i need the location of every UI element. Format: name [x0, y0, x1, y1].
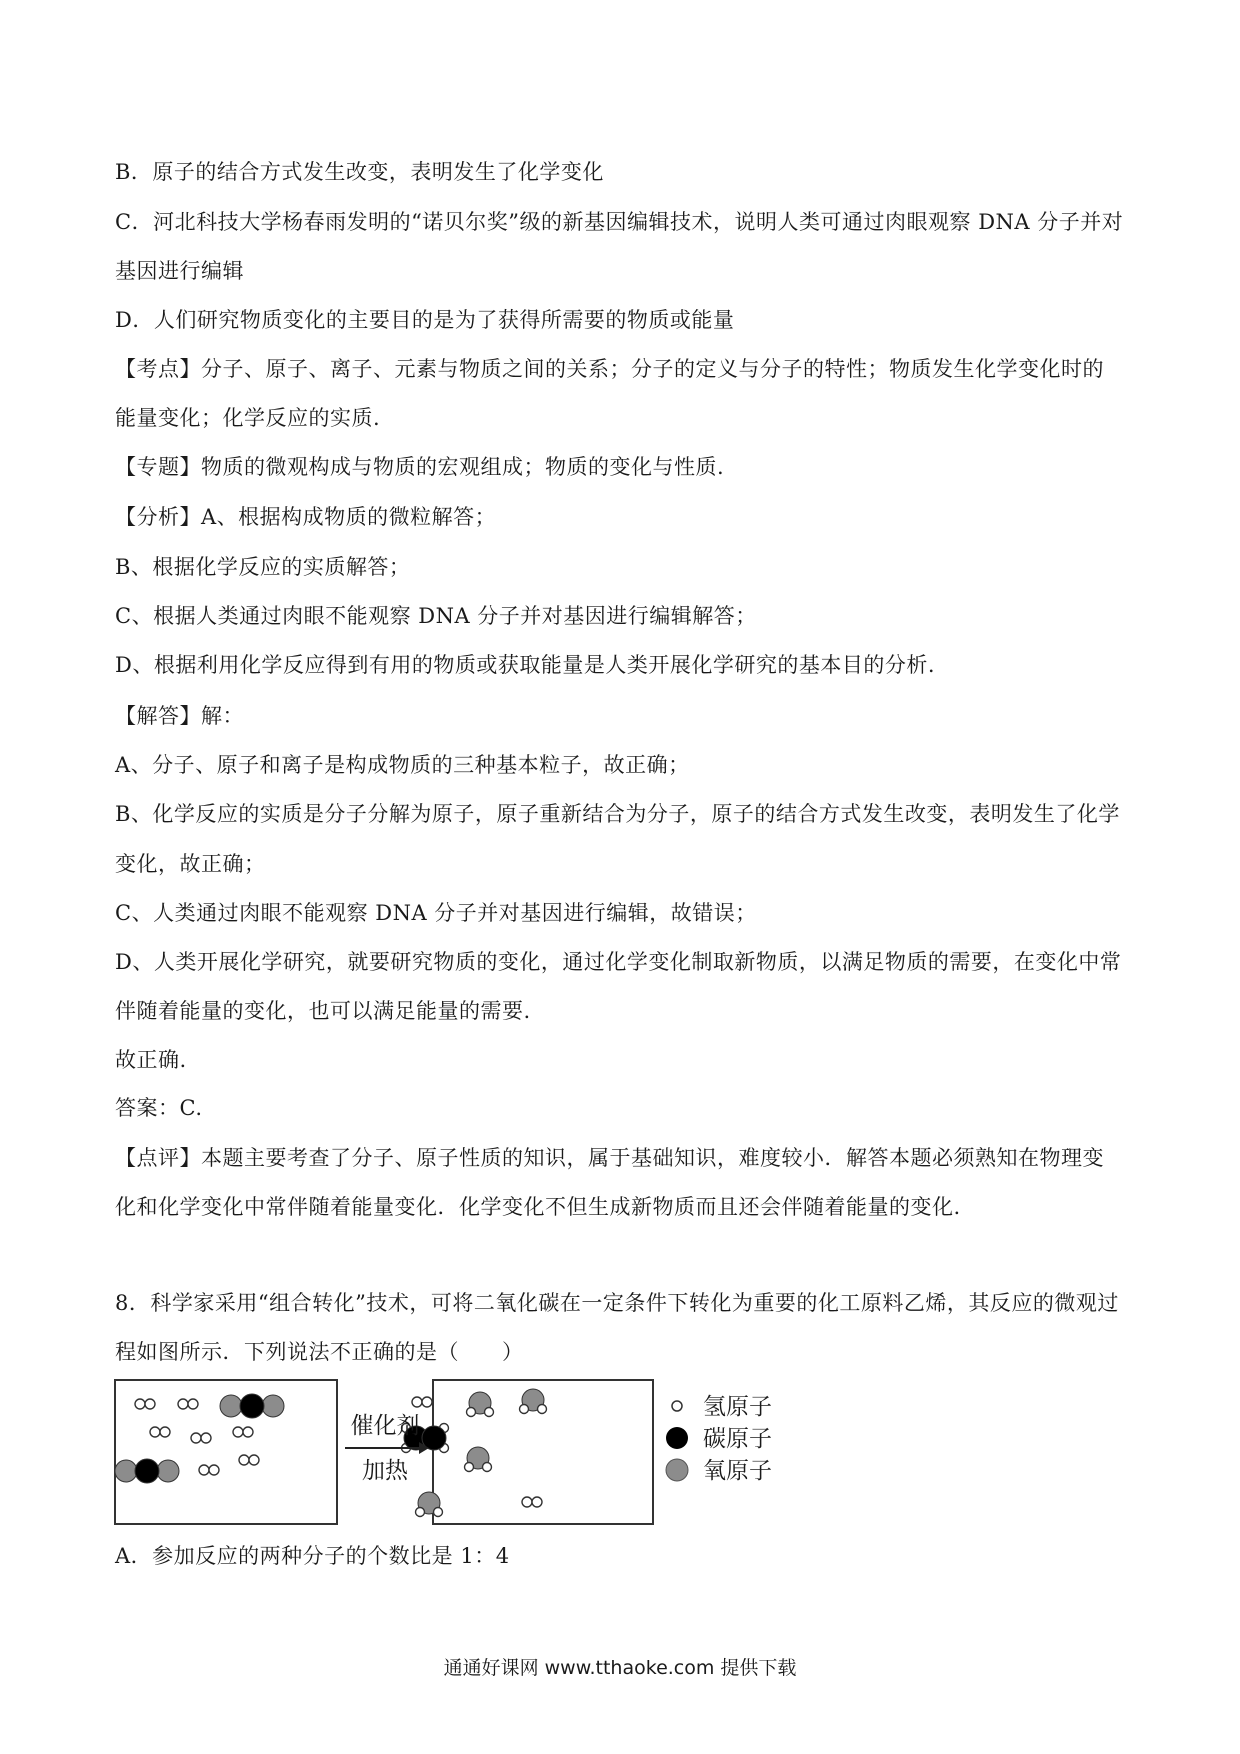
hydrogen-atom	[465, 1463, 474, 1472]
fenxi-d: D、根据利用化学反应得到有用的物质或获取能量是人类开展化学研究的基本目的分析.	[115, 653, 936, 677]
question-8-cont: 程如图所示．下列说法不正确的是（ ）	[115, 1340, 524, 1364]
arrow-label-heat: 加热	[362, 1458, 408, 1484]
jieda-a: A、分子、原子和离子是构成物质的三种基本粒子，故正确；	[115, 753, 690, 777]
hydrogen-atom	[239, 1455, 249, 1465]
zhuanti: 【专题】物质的微观构成与物质的宏观组成；物质的变化与性质.	[115, 455, 725, 479]
kaodian-cont: 能量变化；化学反应的实质.	[115, 406, 381, 430]
hydrogen-atom	[434, 1508, 443, 1517]
question-8: 8．科学家采用“组合转化”技术，可将二氧化碳在一定条件下转化为重要的化工原料乙烯，其反应的微观过	[115, 1291, 1119, 1315]
oxygen-atom	[115, 1460, 137, 1482]
jieda-d: D、人类开展化学研究，就要研究物质的变化，通过化学变化制取新物质，以满足物质的需要，在变化中常	[115, 950, 1122, 974]
dianping: 【点评】本题主要考查了分子、原子性质的知识，属于基础知识，难度较小．解答本题必须熟知在物理变	[115, 1146, 1104, 1170]
carbon-atom	[135, 1459, 159, 1483]
carbon-atom	[240, 1394, 264, 1418]
hydrogen-atom	[178, 1399, 188, 1409]
legend-hydrogen-icon	[672, 1401, 682, 1411]
hydrogen-atom	[416, 1508, 425, 1517]
hydrogen-atom	[243, 1427, 253, 1437]
hydrogen-atom	[412, 1397, 422, 1407]
hydrogen-atom	[520, 1405, 529, 1414]
jieda-c: C、人类通过肉眼不能观察 DNA 分子并对基因进行编辑，故错误；	[115, 901, 757, 925]
hydrogen-atom	[150, 1427, 160, 1437]
jieda-d-cont: 伴随着能量的变化，也可以满足能量的需要.	[115, 999, 531, 1023]
fenxi-a: 【分析】A、根据构成物质的微粒解答；	[115, 505, 497, 529]
hydrogen-atom	[532, 1497, 542, 1507]
hydrogen-atom	[135, 1399, 145, 1409]
footer-watermark: 通通好课网 www.tthaoke.com 提供下载	[443, 1657, 797, 1679]
answer: 答案：C.	[115, 1096, 203, 1120]
hydrogen-atom	[191, 1433, 201, 1443]
legend	[666, 1394, 772, 1484]
option-b: B．原子的结合方式发生改变，表明发生了化学变化	[115, 160, 604, 184]
reaction-diagram	[113, 1378, 772, 1528]
legend-hydrogen-label: 氢原子	[703, 1394, 772, 1420]
hydrogen-atom	[145, 1399, 155, 1409]
oxygen-atom	[262, 1395, 284, 1417]
option-c-cont: 基因进行编辑	[115, 259, 244, 283]
hydrogen-atom	[209, 1465, 219, 1475]
fenxi-b: B、根据化学反应的实质解答；	[115, 555, 411, 579]
option-a: A．参加反应的两种分子的个数比是 1：4	[115, 1544, 510, 1568]
arrow-label-catalyst: 催化剂	[350, 1413, 420, 1439]
kaodian: 【考点】分子、原子、离子、元素与物质之间的关系；分子的定义与分子的特性；物质发生化学变化时的	[115, 357, 1104, 381]
oxygen-atom	[157, 1460, 179, 1482]
jieda: 【解答】解：	[115, 704, 244, 728]
hydrogen-atom	[233, 1427, 243, 1437]
option-d: D．人们研究物质变化的主要目的是为了获得所需要的物质或能量	[115, 308, 735, 332]
hydrogen-atom	[201, 1433, 211, 1443]
option-c: C．河北科技大学杨春雨发明的“诺贝尔奖”级的新基因编辑技术，说明人类可通过肉眼观察 DNA 分子并对	[115, 210, 1124, 234]
hydrogen-atom	[522, 1497, 532, 1507]
dianping-cont: 化和化学变化中常伴随着能量变化．化学变化不但生成新物质而且还会伴随着能量的变化.	[115, 1195, 961, 1219]
jieda-conclusion: 故正确.	[115, 1048, 187, 1072]
jieda-b-cont: 变化，故正确；	[115, 852, 266, 876]
legend-carbon-icon	[666, 1427, 688, 1449]
legend-oxygen-icon	[666, 1459, 688, 1481]
hydrogen-atom	[467, 1408, 476, 1417]
hydrogen-atom	[188, 1399, 198, 1409]
hydrogen-atom	[199, 1465, 209, 1475]
fenxi-c: C、根据人类通过肉眼不能观察 DNA 分子并对基因进行编辑解答；	[115, 604, 757, 628]
jieda-b: B、化学反应的实质是分子分解为原子，原子重新结合为分子，原子的结合方式发生改变，表明发生了化学	[115, 802, 1120, 826]
molecule-layer	[115, 1389, 547, 1517]
legend-carbon-label: 碳原子	[703, 1426, 772, 1452]
hydrogen-atom	[483, 1463, 492, 1472]
hydrogen-atom	[160, 1427, 170, 1437]
hydrogen-atom	[485, 1408, 494, 1417]
legend-oxygen-label: 氧原子	[703, 1458, 772, 1484]
hydrogen-atom	[538, 1405, 547, 1414]
oxygen-atom	[220, 1395, 242, 1417]
hydrogen-atom	[422, 1397, 432, 1407]
hydrogen-atom	[249, 1455, 259, 1465]
